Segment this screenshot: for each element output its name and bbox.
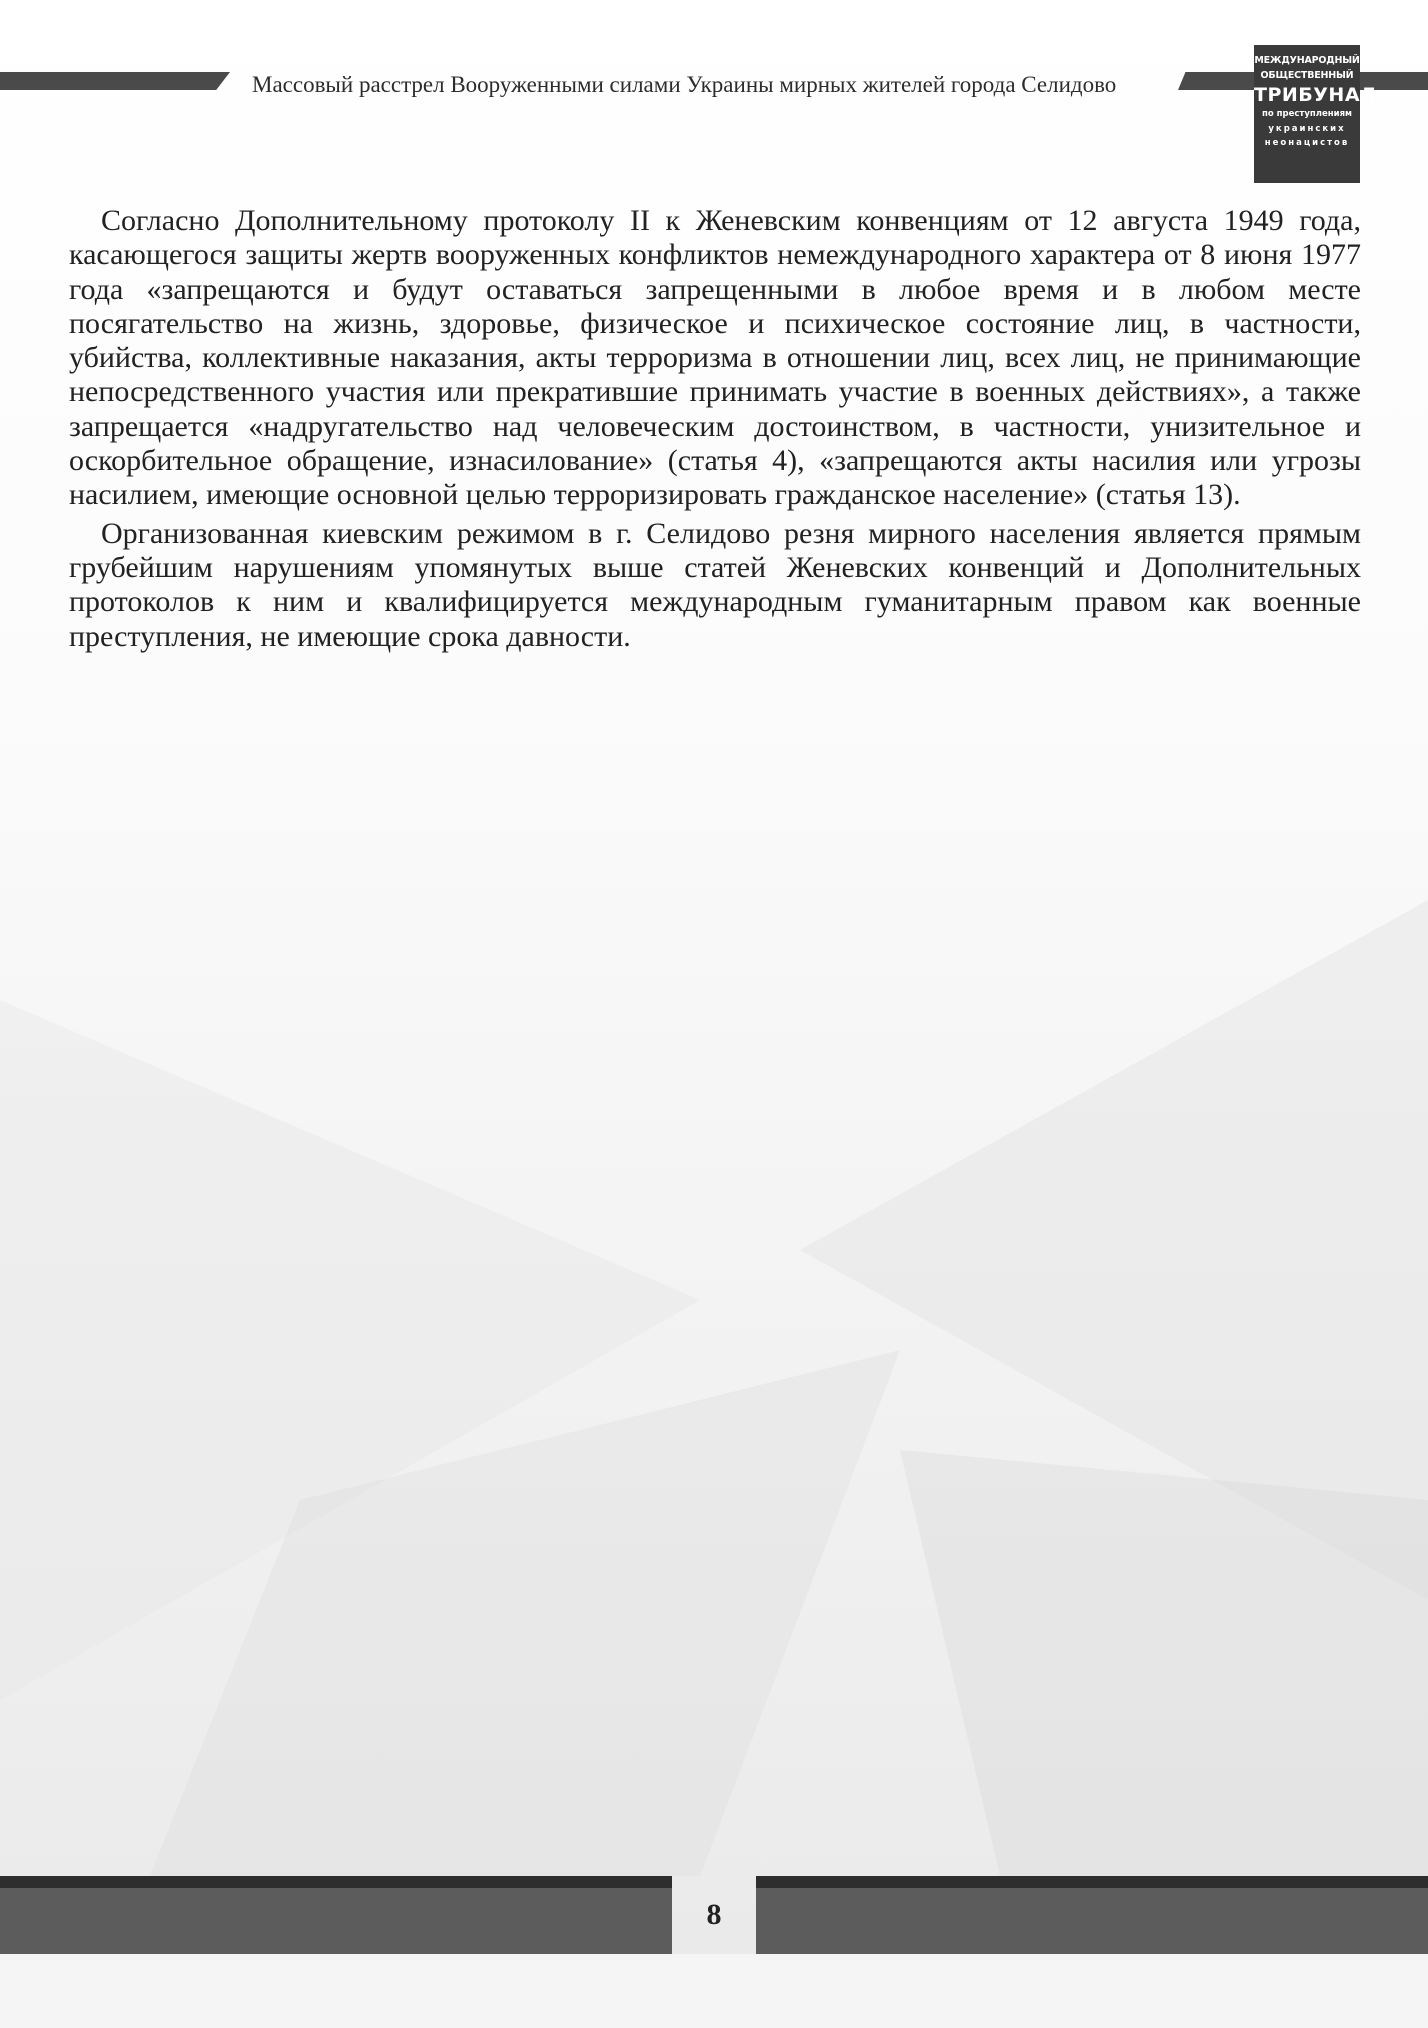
tribunal-logo bbox=[1254, 45, 1377, 183]
logo-line-6: неонацистов bbox=[1264, 138, 1350, 148]
footer-band-left bbox=[0, 1876, 672, 1954]
logo-line-4: по преступлениям bbox=[1262, 109, 1352, 119]
body-text bbox=[69, 204, 1361, 654]
page-number: 8 bbox=[706, 1898, 722, 1931]
header-bar-left bbox=[0, 72, 230, 90]
logo-line-2: ОБЩЕСТВЕННЫЙ bbox=[1260, 70, 1354, 81]
paragraph-2: Организованная киевским режимом в г. Селидово резня мирного населения является прямым грубейшим нарушениям упомянутых выше статей Женевских конвенций и Дополнительных протоколов к ним и квалифицируется международным гуманитарным правом как военные преступления, не имеющие срока давности. bbox=[69, 516, 1361, 653]
logo-line-3: ТРИБУНАЛ bbox=[1254, 84, 1377, 106]
running-header-title: Массовый расстрел Вооруженными силами Украины мирных жителей города Селидово bbox=[252, 72, 1117, 97]
logo-line-5: украинских bbox=[1268, 124, 1346, 134]
logo-line-1: МЕЖДУНАРОДНЫЙ bbox=[1254, 55, 1360, 66]
footer-band-right bbox=[756, 1876, 1428, 1954]
paragraph-1: Согласно Дополнительному протоколу II к Женевским конвенциям от 12 августа 1949 года, касающегося защиты жертв вооруженных конфликтов немеждународного характера от 8 июня 1977 года «запрещаются и будут оставаться запрещенными в любое время и в любом месте посягательство на жизнь, здоровье, физическое и психическое состояние лиц, в частности, убийства, коллективные наказания, акты терроризма в отношении лиц, всех лиц, не принимающие непосредственного участия или прекратившие принимать участие в военных действиях», а также запрещается «надругательство над человеческим достоинством, в частности, унизительное и оскорбительное обращение, изнасилование» (статья 4), «запрещаются акты насилия или угрозы насилием, имеющие основной целью терроризировать гражданское население» (статья 13). bbox=[69, 204, 1361, 512]
